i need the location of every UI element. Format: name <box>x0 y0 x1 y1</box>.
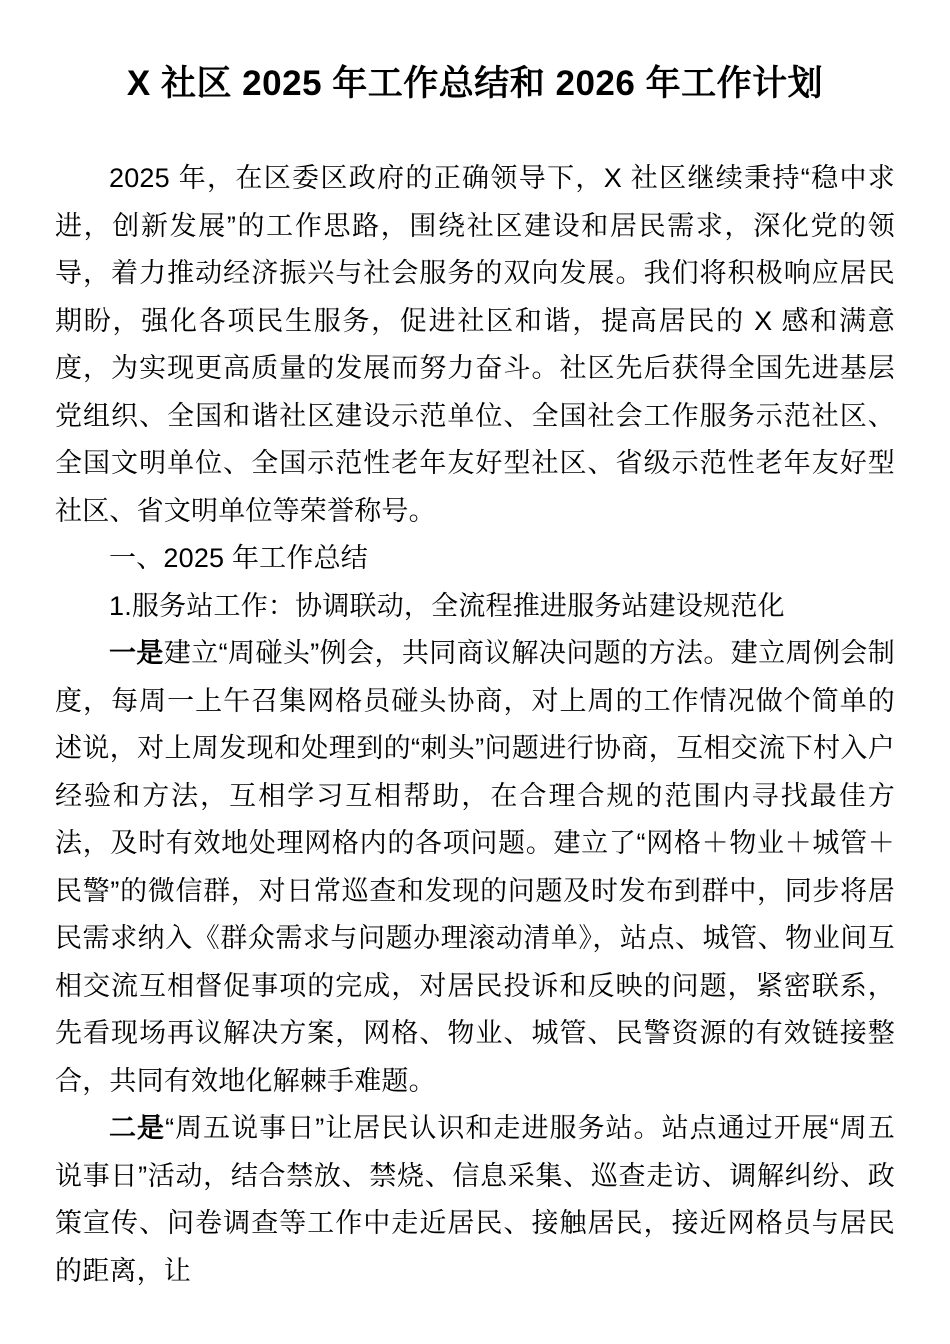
page-title: X 社区 2025 年工作总结和 2026 年工作计划 <box>126 64 824 103</box>
document-body <box>55 0 895 1305</box>
item-two-lead-label: 二是 <box>109 1113 166 1143</box>
item-two-text: “周五说事日”让居民认识和走进服务站。站点通过开展“周五说事日”活动，结合禁放、禁烧、信息采集、巡查走访、调解纠纷、政策宣传、问卷调查等工作中走近居民、接触居民，接近网格员与居民的距离，让 <box>55 1113 895 1286</box>
item-one-lead-label: 一是 <box>109 638 164 668</box>
paragraph-item-one <box>55 630 895 1105</box>
page-bottom-spacer <box>55 1295 895 1305</box>
item-one-text: 建立“周碰头”例会，共同商议解决问题的方法。建立周例会制度，每周一上午召集网格员碰头协商，对上周的工作情况做个简单的述说，对上周发现和处理到的“刺头”问题进行协商，互相交流下村入户经验和方法，互相学习互相帮助，在合理合规的范围内寻找最佳方法，及时有效地处理网格内的各项问题。建立了“网格＋物业＋城管＋民警”的微信群，对日常巡查和发现的问题及时发布到群中，同步将居民需求纳入《群众需求与问题办理滚动清单》，站点、城管、物业间互相交流互相督促事项的完成，对居民投诉和反映的问题，紧密联系，先看现场再议解决方案，网格、物业、城管、民警资源的有效链接整合，共同有效地化解棘手难题。 <box>55 638 895 1096</box>
heading-section-1: 一、2025 年工作总结 <box>109 543 368 573</box>
paragraph-item-two <box>55 1105 895 1295</box>
paragraph-intro: 2025 年，在区委区政府的正确领导下，X 社区继续秉持“稳中求进，创新发展”的工作思路，围绕社区建设和居民需求，深化党的领导，着力推动经济振兴与社会服务的双向发展。我们将积极响应居民期盼，强化各项民生服务，促进社区和谐，提高居民的 X 感和满意度，为实现更高质量的发展而努力奋斗。社区先后获得全国先进基层党组织、全国和谐社区建设示范单位、全国社会工作服务示范社区、全国文明单位、全国示范性老年友好型社区、省级示范性老年友好型社区、省文明单位等荣誉称号。 <box>55 163 895 526</box>
heading-subsection-1: 1.服务站工作：协调联动，全流程推进服务站建设规范化 <box>109 590 785 621</box>
